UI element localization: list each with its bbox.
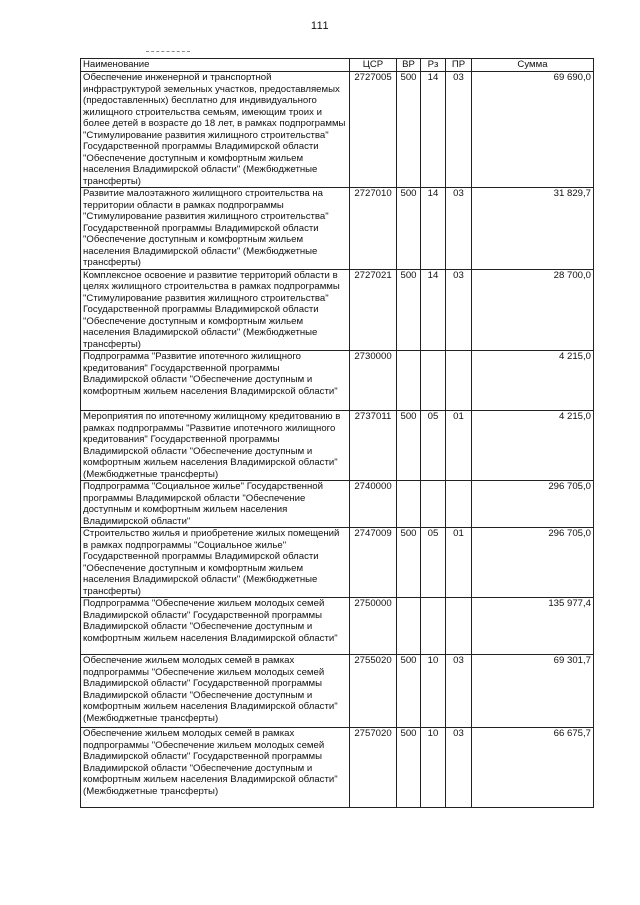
row-rz: 05: [421, 411, 446, 481]
row-rz: 10: [421, 728, 446, 808]
table-row: [81, 351, 594, 411]
row-rz: 14: [421, 72, 446, 188]
row-csr: 2747009: [350, 528, 397, 598]
row-name: Развитие малоэтажного жилищного строительства на территории области в рамках подпрограммы "Стимулирование развития жилищного строительства" Государственной программы Владимирской области "Обеспечение доступным и комфортным жильем населения Владимирской области" (Межбюджетные трансферты): [81, 188, 350, 270]
row-csr: 2750000: [350, 598, 397, 655]
row-name: Подпрограмма "Развитие ипотечного жилищного кредитования" Государственной программы Владимирской области "Обеспечение доступным и комфортным жильем населения Владимирской области": [81, 351, 350, 411]
row-name: Подпрограмма "Обеспечение жильем молодых семей Владимирской области" Государственной программы Владимирской области "Обеспечение доступным и комфортным жильем населения Владимирской области": [81, 598, 350, 655]
row-name: Строительство жилья и приобретение жилых помещений в рамках подпрограммы "Социальное жилье" Государственной программы Владимирской области "Обеспечение доступным и комфортным жильем населения Владимирской области" (Межбюджетные трансферты): [81, 528, 350, 598]
table-row: [81, 411, 594, 481]
row-vr: 500: [397, 72, 421, 188]
table-row: [81, 528, 594, 598]
table-row: [81, 188, 594, 270]
row-name: Обеспечение жильем молодых семей в рамках подпрограммы "Обеспечение жильем молодых семей Владимирской области" Государственной программы Владимирской области "Обеспечение доступным и комфортным жильем населения Владимирской области" (Межбюджетные трансферты): [81, 728, 350, 808]
table-row: [81, 72, 594, 188]
row-pr: 03: [446, 188, 472, 270]
row-csr: 2730000: [350, 351, 397, 411]
row-vr: 500: [397, 728, 421, 808]
row-name: Обеспечение жильем молодых семей в рамках подпрограммы "Обеспечение жильем молодых семей Владимирской области" Государственной программы Владимирской области "Обеспечение доступным и комфортным жильем населения Владимирской области" (Межбюджетные трансферты): [81, 655, 350, 728]
row-pr: 01: [446, 411, 472, 481]
row-csr: 2737011: [350, 411, 397, 481]
row-name: Мероприятия по ипотечному жилищному кредитованию в рамках подпрограммы "Развитие ипотечного жилищного кредитования" Государственной программы Владимирской области "Обеспечение доступным и комфортным жильем населения Владимирской области" (Межбюджетные трансферты): [81, 411, 350, 481]
row-pr: [446, 351, 472, 411]
table-row: [81, 655, 594, 728]
row-rz: [421, 598, 446, 655]
row-csr: 2755020: [350, 655, 397, 728]
header-rz: Рз: [421, 59, 446, 72]
row-vr: [397, 598, 421, 655]
row-vr: 500: [397, 411, 421, 481]
row-pr: 01: [446, 528, 472, 598]
row-sum: 296 705,0: [472, 481, 594, 528]
row-vr: 500: [397, 269, 421, 351]
header-vr: ВР: [397, 59, 421, 72]
row-sum: 69 690,0: [472, 72, 594, 188]
row-vr: 500: [397, 188, 421, 270]
row-rz: [421, 351, 446, 411]
row-pr: 03: [446, 72, 472, 188]
row-name: Обеспечение инженерной и транспортной инфраструктурой земельных участков, предоставляемых (предоставленных) бесплатно для индивидуального жилищного строительства семьям, имеющим троих и более детей в возрасте до 18 лет, в рамках подпрограммы "Стимулирование развития жилищного строительства" Государственной программы Владимирской области "Обеспечение доступным и комфортным жильем населения Владимирской области" (Межбюджетные трансферты): [81, 72, 350, 188]
row-sum: 28 700,0: [472, 269, 594, 351]
row-vr: [397, 481, 421, 528]
row-rz: 14: [421, 269, 446, 351]
header-sum: Сумма: [472, 59, 594, 72]
row-pr: [446, 598, 472, 655]
row-csr: 2727010: [350, 188, 397, 270]
row-csr: 2727005: [350, 72, 397, 188]
row-csr: 2740000: [350, 481, 397, 528]
row-vr: 500: [397, 528, 421, 598]
row-pr: 03: [446, 269, 472, 351]
table-row: [81, 481, 594, 528]
row-sum: 4 215,0: [472, 351, 594, 411]
row-name: Комплексное освоение и развитие территорий области в целях жилищного строительства в рамках подпрограммы "Стимулирование развития жилищного строительства" Государственной программы Владимирской области "Обеспечение доступным и комфортным жильем населения Владимирской области" (Межбюджетные трансферты): [81, 269, 350, 351]
row-pr: [446, 481, 472, 528]
header-name: Наименование: [81, 59, 350, 72]
row-vr: [397, 351, 421, 411]
row-sum: 296 705,0: [472, 528, 594, 598]
row-name: Подпрограмма "Социальное жилье" Государственной программы Владимирской области "Обеспечение доступным и комфортным жильем населения Владимирской области": [81, 481, 350, 528]
row-sum: 31 829,7: [472, 188, 594, 270]
row-csr: 2757020: [350, 728, 397, 808]
row-sum: 66 675,7: [472, 728, 594, 808]
row-rz: 14: [421, 188, 446, 270]
header-pr: ПР: [446, 59, 472, 72]
row-csr: 2727021: [350, 269, 397, 351]
row-pr: 03: [446, 728, 472, 808]
table-header-row: [81, 59, 594, 72]
row-pr: 03: [446, 655, 472, 728]
row-rz: 10: [421, 655, 446, 728]
row-rz: [421, 481, 446, 528]
row-rz: 05: [421, 528, 446, 598]
table-row: [81, 598, 594, 655]
row-sum: 135 977,4: [472, 598, 594, 655]
table-row: [81, 269, 594, 351]
table-row: [81, 728, 594, 808]
budget-table: [80, 58, 594, 808]
row-sum: 4 215,0: [472, 411, 594, 481]
header-scribble: [146, 51, 190, 54]
header-csr: ЦСР: [350, 59, 397, 72]
row-vr: 500: [397, 655, 421, 728]
page-number: 111: [310, 20, 330, 32]
row-sum: 69 301,7: [472, 655, 594, 728]
